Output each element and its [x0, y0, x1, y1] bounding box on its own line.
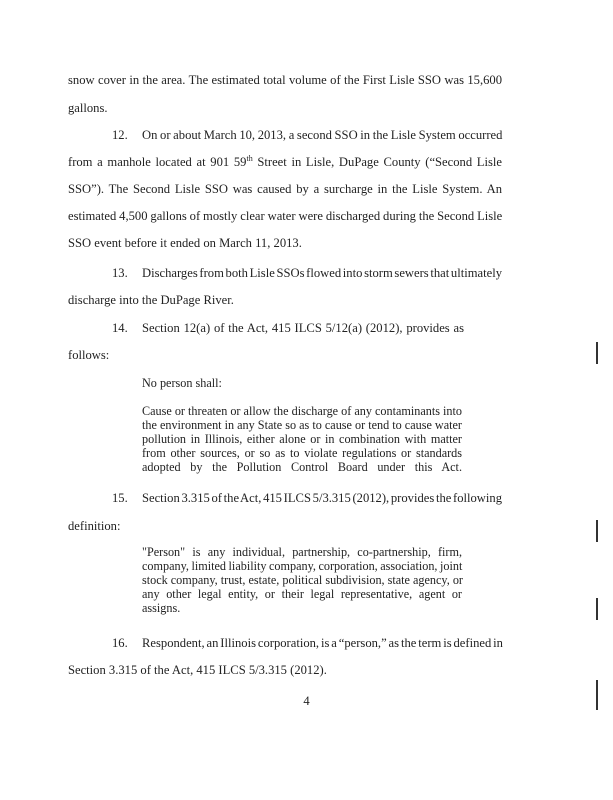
quote-line: from other sources, or so as to violate regulations or standards	[142, 446, 462, 460]
text-span: Street in Lisle, DuPage County (“Second Lisle	[252, 155, 502, 169]
text-span: from a manhole located at 901 59	[68, 155, 247, 169]
quote-line: any other legal entity, or their legal representative, agent or	[142, 587, 462, 601]
paragraph-number: 16.	[112, 636, 128, 650]
quote-line: adopted by the Pollution Control Board under this Act.	[142, 460, 462, 474]
quote-line: stock company, trust, estate, political subdivision, state agency, or	[142, 573, 463, 587]
text-line: Section 3.315 of the Act, 415 ILCS 5/3.315 (2012).	[68, 663, 327, 677]
text-line: On or about March 10, 2013, a second SSO in the Lisle System occurred	[142, 128, 503, 142]
scan-mark	[596, 342, 598, 364]
text-line: estimated 4,500 gallons of mostly clear water were discharged during the Second Lisle	[68, 209, 503, 223]
quote-line: company, limited liability company, corporation, association, joint	[142, 559, 463, 573]
text-line: discharge into the DuPage River.	[68, 293, 234, 307]
paragraph-number: 12.	[112, 128, 128, 142]
text-line: Discharges from both Lisle SSOs flowed into storm sewers that ultimately	[142, 266, 502, 280]
quote-line: Cause or threaten or allow the discharge of any contaminants into	[142, 404, 462, 418]
scan-mark	[596, 598, 598, 620]
quote-line: the environment in any State so as to cause or tend to cause water	[142, 418, 462, 432]
quote-intro: No person shall:	[142, 376, 222, 390]
text-line: Respondent, an Illinois corporation, is a “person,” as the term is defined in	[142, 636, 503, 650]
paragraph-number: 15.	[112, 491, 128, 505]
text-line: Section 12(a) of the Act, 415 ILCS 5/12(a) (2012), provides as	[142, 321, 464, 335]
text-line: SSO”). The Second Lisle SSO was caused by a surcharge in the Lisle System. An	[68, 182, 502, 196]
quote-line: "Person" is any individual, partnership, co-partnership, firm,	[142, 545, 462, 559]
quote-line: assigns.	[142, 601, 181, 615]
text-line: follows:	[68, 348, 110, 362]
scan-mark	[596, 520, 598, 542]
text-line: snow cover in the area. The estimated total volume of the First Lisle SSO was 15,600	[68, 73, 502, 87]
text-line: definition:	[68, 519, 121, 533]
superscript: th	[246, 153, 253, 163]
quote-line: pollution in Illinois, either alone or in combination with matter	[142, 432, 462, 446]
page-number: 4	[303, 694, 310, 708]
text-line	[68, 155, 502, 169]
text-line: Section 3.315 of the Act, 415 ILCS 5/3.315 (2012), provides the following	[142, 491, 502, 505]
text-line: SSO event before it ended on March 11, 2013.	[68, 236, 302, 250]
scan-mark	[596, 680, 598, 710]
text-line: gallons.	[68, 101, 108, 115]
paragraph-number: 13.	[112, 266, 128, 280]
paragraph-number: 14.	[112, 321, 128, 335]
